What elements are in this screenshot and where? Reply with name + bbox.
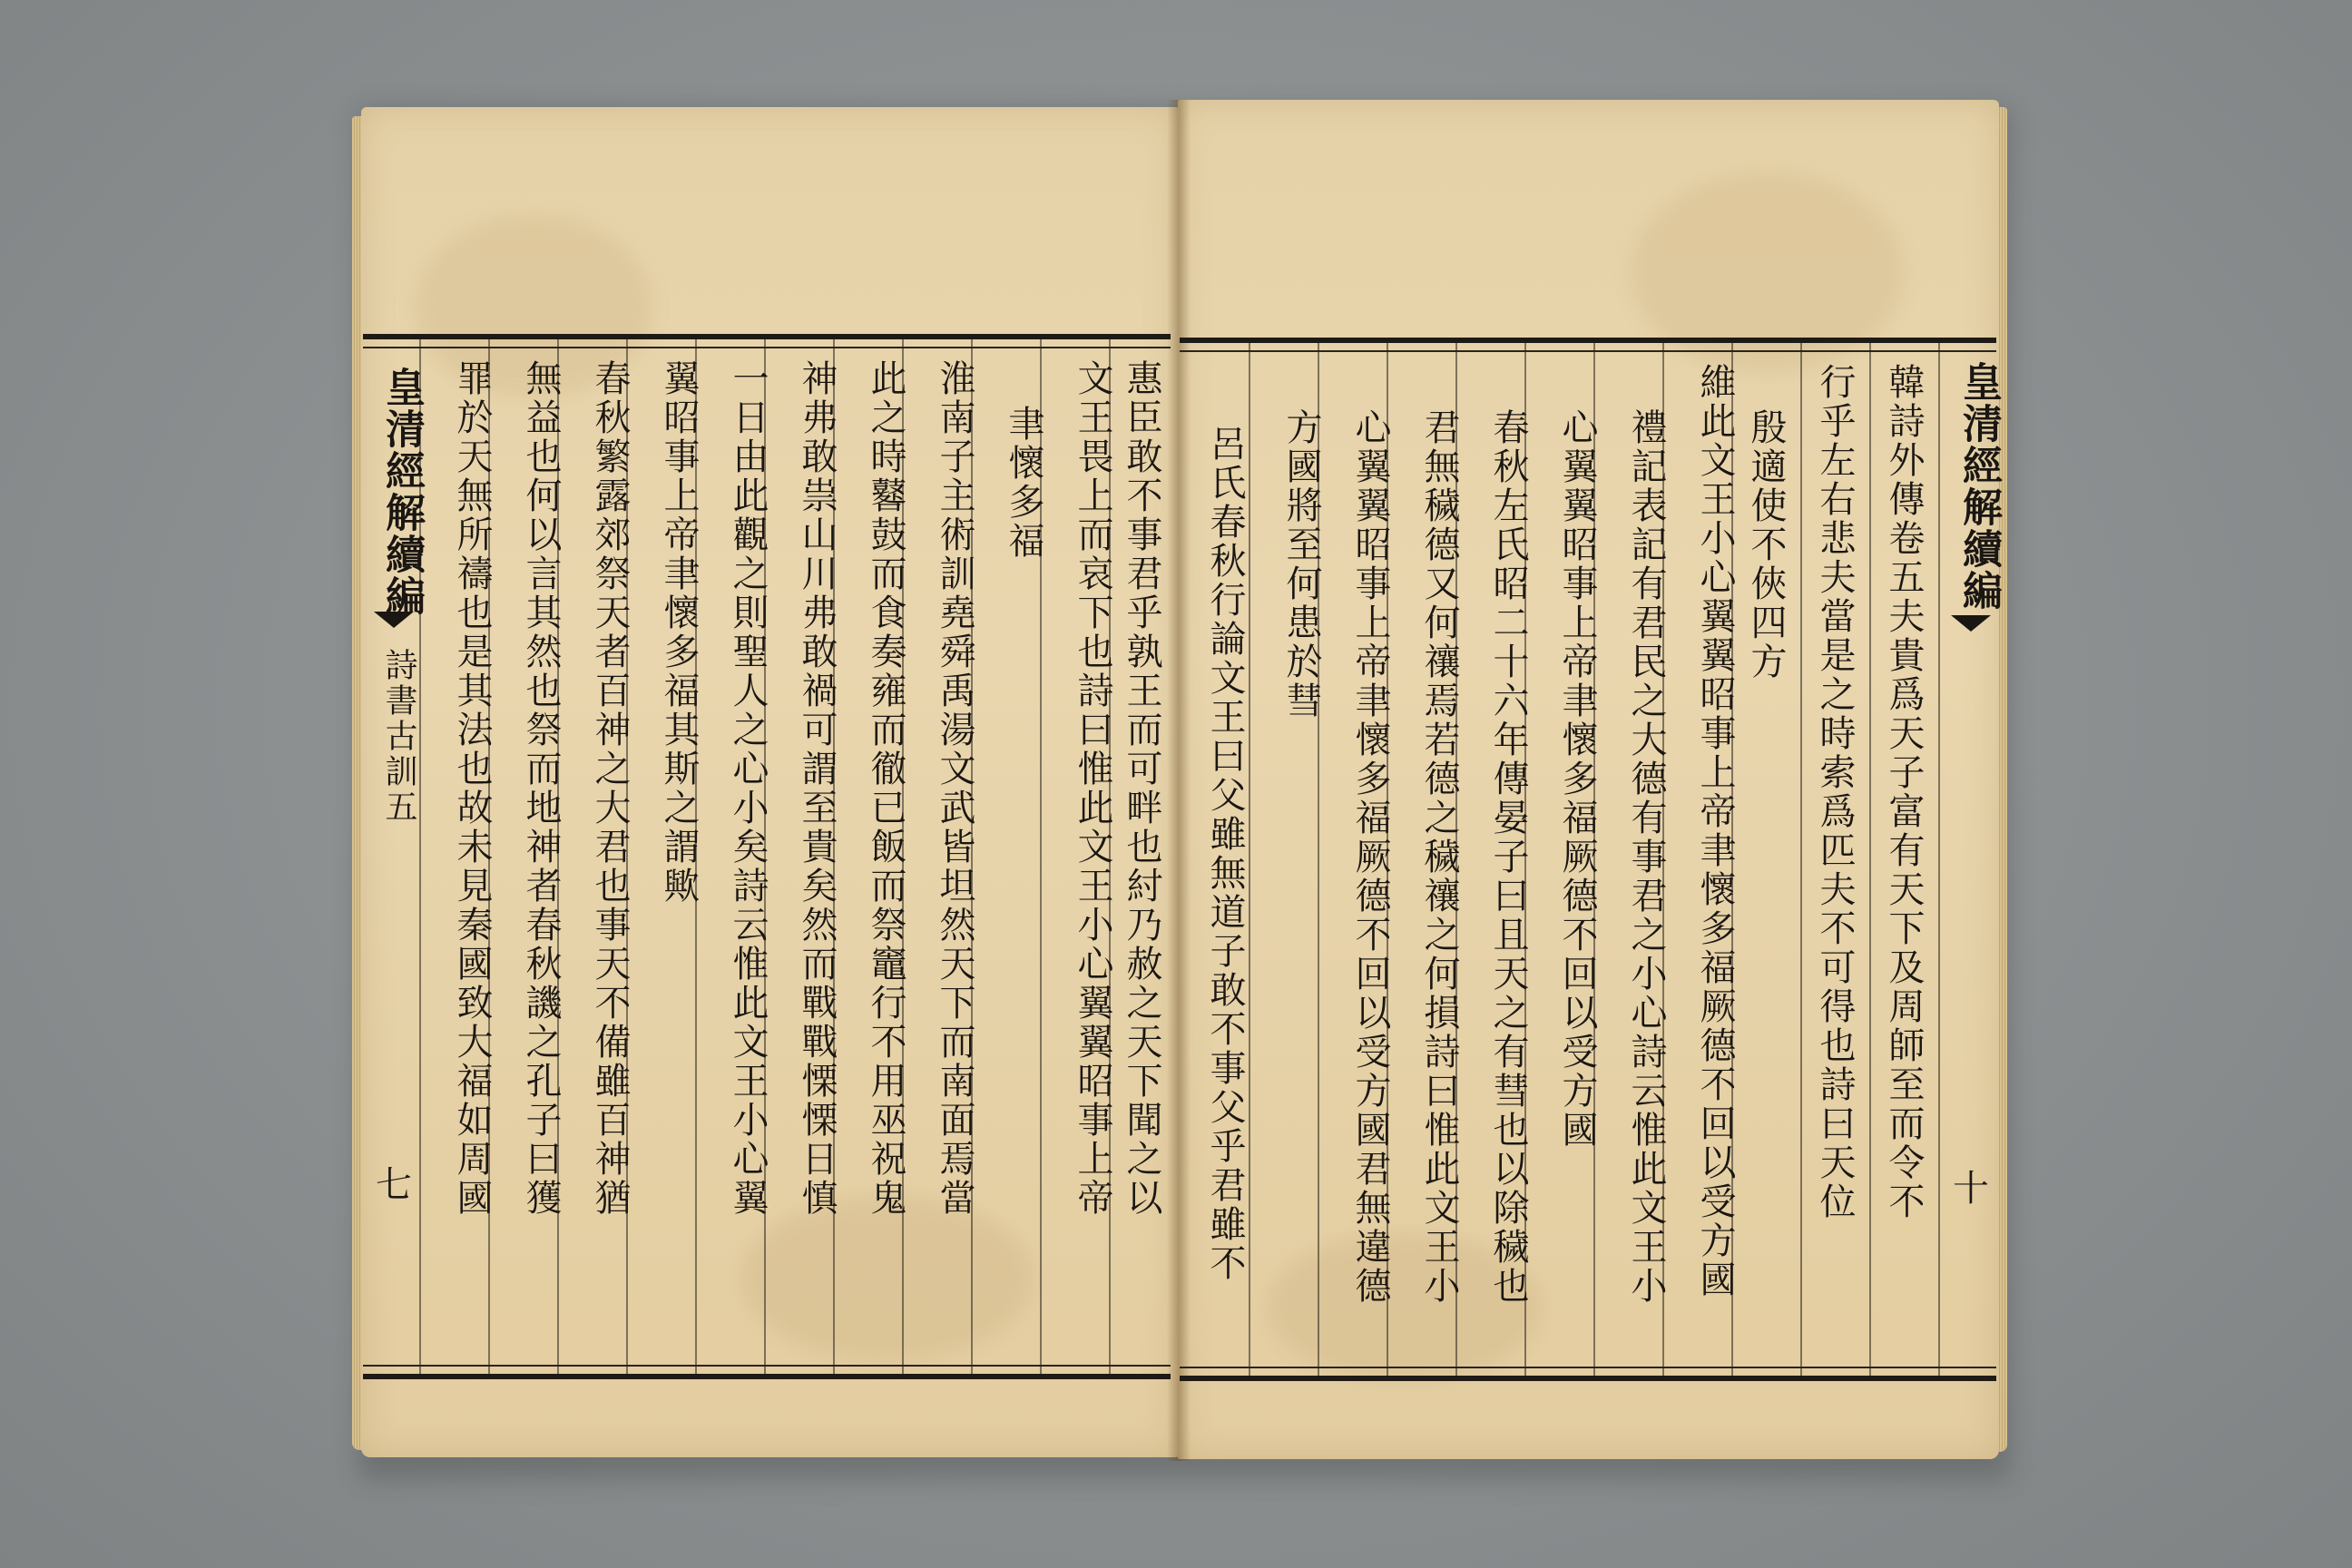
folio-number: 十 <box>1953 1168 1989 1210</box>
column-rule <box>1249 343 1250 1376</box>
text-column: 淮南子主術訓堯舜禹湯文武皆坦然天下而南面焉當 <box>934 359 975 1218</box>
frame-inner-line <box>1180 350 1996 352</box>
text-column: 翼昭事上帝聿懷多福其斯之謂歟 <box>658 359 700 906</box>
text-column: 心翼翼昭事上帝聿懷多福厥德不回以受方國 <box>1556 408 1598 1150</box>
folio-number: 七 <box>376 1164 412 1206</box>
text-column: 春秋繁露郊祭天者百神之大君也事天不備雖百神猶 <box>589 359 631 1218</box>
text-column: 一日由此觀之則聖人之心小矣詩云惟此文王小心翼 <box>727 359 769 1218</box>
frame-inner-line <box>363 1365 1171 1367</box>
fold-subtitle: 詩書古訓五 <box>380 648 417 825</box>
fold-title: 皇清經解續編 <box>378 367 425 617</box>
text-column: 聿懷多福 <box>1003 405 1044 561</box>
text-column: 此之時鼛鼓而食奏雍而徹已飯而祭竈行不用巫祝鬼 <box>865 359 906 1218</box>
text-column: 文王畏上而哀下也詩曰惟此文王小心翼翼昭事上帝 <box>1072 359 1113 1218</box>
text-column: 春秋左氏昭二十六年傳晏子曰且天之有彗也以除穢也 <box>1487 408 1529 1306</box>
fish-tail-mark <box>374 612 414 628</box>
column-rule <box>1869 343 1871 1376</box>
fold-title: 皇清經解續編 <box>1955 361 2002 612</box>
text-column: 禮記表記有君民之大德有事君之小心詩云惟此文王小 <box>1625 408 1667 1306</box>
text-column: 心翼翼昭事上帝聿懷多福厥德不回以受方國君無違德 <box>1349 408 1391 1306</box>
text-column: 罪於天無所禱也是其法也故未見秦國致大福如周國 <box>451 359 493 1218</box>
column-rule <box>1800 343 1802 1376</box>
text-column: 惠臣敢不事君乎孰王而可畔也紂乃赦之天下聞之以 <box>1121 359 1162 1218</box>
right-text-frame <box>1180 338 2002 1381</box>
text-column: 無益也何以言其然也祭而地神者春秋譏之孔子曰獲 <box>520 359 562 1218</box>
frame-inner-line <box>1180 1367 1996 1368</box>
text-column: 方國將至何患於彗 <box>1280 408 1322 720</box>
fish-tail-mark <box>1951 615 1991 632</box>
text-column: 呂氏春秋行論文王曰父雖無道子敢不事父乎君雖不 <box>1204 425 1246 1283</box>
text-column: 神弗敢祟山川弗敢禍可謂至貴矣然而戰戰慄慄日慎 <box>796 359 838 1218</box>
fold-rule <box>1938 343 1940 1376</box>
text-column: 君無穢德又何禳焉若德之穢禳之何損詩曰惟此文王小 <box>1418 408 1460 1306</box>
text-column: 行乎左右悲夫當是之時索爲匹夫不可得也詩曰天位 <box>1814 363 1856 1221</box>
left-text-frame <box>363 334 1171 1379</box>
text-column: 殷適使不俠四方 <box>1745 408 1787 681</box>
text-column: 韓詩外傳卷五夫貴爲天子富有天下及周師至而令不 <box>1883 363 1925 1221</box>
frame-inner-line <box>363 347 1171 348</box>
text-column: 維此文王小心翼翼昭事上帝聿懷多福厥德不回以受方國 <box>1694 363 1736 1299</box>
